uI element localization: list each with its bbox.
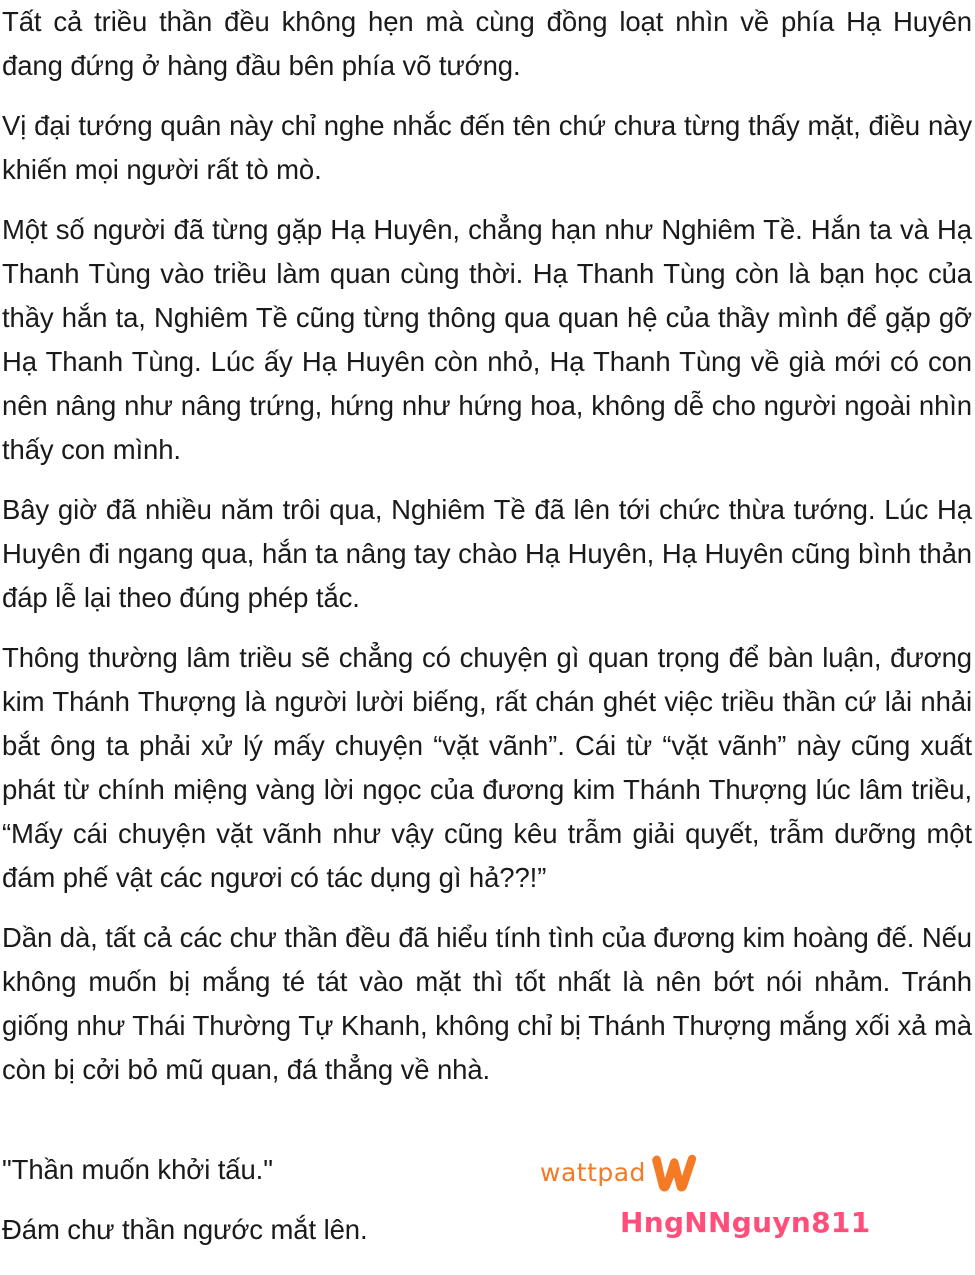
wattpad-brand-text: wattpad <box>540 1158 646 1187</box>
story-body <box>2 0 972 1092</box>
paragraph-1: Tất cả triều thần đều không hẹn mà cùng đồng loạt nhìn về phía Hạ Huyên đang đứng ở hàng đầu bên phía võ tướng. <box>2 6 972 81</box>
wattpad-w-logo-icon <box>648 1150 700 1194</box>
paragraph-2: Vị đại tướng quân này chỉ nghe nhắc đến tên chứ chưa từng thấy mặt, điều này khiến mọi người rất tò mò. <box>2 110 972 185</box>
paragraph-6: Dần dà, tất cả các chư thần đều đã hiểu tính tình của đương kim hoàng đế. Nếu không muốn bị mắng té tát vào mặt thì tốt nhất là nên bớt nói nhảm. Tránh giống như Thái Thường Tự Khanh, không chỉ bị Thánh Thượng mắng xối xả mà còn bị cởi bỏ mũ quan, đá thẳng về nhà. <box>2 922 972 1085</box>
dialogue-line: "Thần muốn khởi tấu." <box>2 1154 273 1185</box>
closing-lines <box>2 1148 522 1252</box>
watermark-username: HngNNguyn811 <box>620 1206 871 1239</box>
narration-line: Đám chư thần ngước mắt lên. <box>2 1214 368 1245</box>
paragraph-4: Bây giờ đã nhiều năm trôi qua, Nghiêm Tề đã lên tới chức thừa tướng. Lúc Hạ Huyên đi ngang qua, hắn ta nâng tay chào Hạ Huyên, Hạ Huyên cũng bình thản đáp lễ lại theo đúng phép tắc. <box>2 494 972 613</box>
paragraph-5: Thông thường lâm triều sẽ chẳng có chuyện gì quan trọng để bàn luận, đương kim Thánh Thượng là người lười biếng, rất chán ghét việc triều thần cứ lải nhải bắt ông ta phải xử lý mấy chuyện “vặt vãnh”. Cái từ “vặt vãnh” này cũng xuất phát từ chính miệng vàng lời ngọc của đương kim Thánh Thượng lúc lâm triều, “Mấy cái chuyện vặt vãnh như vậy cũng kêu trẫm giải quyết, trẫm dưỡng một đám phế vật các ngươi có tác dụng gì hả??!” <box>2 642 972 893</box>
wattpad-watermark <box>538 1150 871 1250</box>
paragraph-3: Một số người đã từng gặp Hạ Huyên, chẳng hạn như Nghiêm Tề. Hắn ta và Hạ Thanh Tùng vào triều làm quan cùng thời. Hạ Thanh Tùng còn là bạn học của thầy hắn ta, Nghiêm Tề cũng từng thông qua quan hệ của thầy mình để gặp gỡ Hạ Thanh Tùng. Lúc ấy Hạ Huyên còn nhỏ, Hạ Thanh Tùng về già mới có con nên nâng như nâng trứng, hứng như hứng hoa, không dễ cho người ngoài nhìn thấy con mình. <box>2 214 972 465</box>
